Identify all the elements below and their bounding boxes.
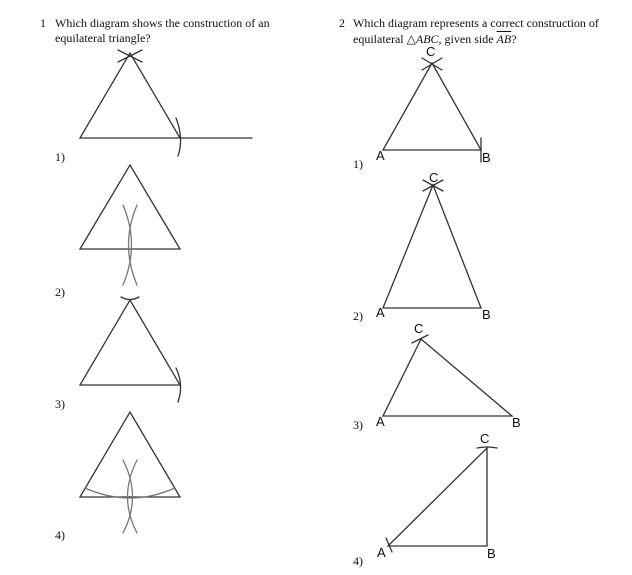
q1-choice-4-label: 4) [55,528,65,542]
q2-d1-label-b: B [482,150,491,165]
q2-d1-label-a: A [376,148,385,163]
q1-line2: equilateral triangle? [55,31,151,45]
q2-diagram-3 [383,335,512,416]
q2-diagram-1 [383,58,481,162]
q1-d1-arc [176,118,181,156]
q2-d1-triangle [383,63,481,150]
q1-choice-1-label: 1) [55,150,65,164]
triangle-symbol: △ [406,32,416,46]
q2-d2-label-b: B [482,307,491,322]
q2-d3-triangle [383,339,512,416]
q2-d4-tick-a [386,538,392,552]
q1-number: 1 [40,16,46,30]
q2-choice-4-label: 4) [353,554,363,568]
q2-d4-label-a: A [377,545,386,560]
q2-choice-3-label: 3) [353,418,363,432]
q2-number: 2 [339,16,345,30]
q2-d4-label-b: B [487,546,496,561]
q2-choice-1-label: 1) [353,157,363,171]
q1-line1: Which diagram shows the construction of an [55,16,270,30]
q2-d2-triangle [383,185,481,308]
q1-d2-triangle [80,165,180,249]
q2-line1: Which diagram represents a correct construction of [353,16,599,30]
q1-diagram-1 [80,50,252,156]
q2-line2-mid: , given side [438,32,497,46]
side-name: $\overline{AB}$ [496,32,512,46]
q2-d3-label-a: A [376,414,385,429]
q1-d4-triangle [80,412,180,497]
q1-diagram-4 [80,412,180,533]
q2-d3-label-b: B [512,415,521,430]
q2-d1-label-c: C [426,44,436,59]
q2-choice-2-label: 2) [353,309,363,323]
q1-d1-triangle [80,53,180,138]
q1-d3-arc-top [121,297,139,300]
q1-choice-2-label: 2) [55,285,65,299]
q1-d2-arc-right [123,205,132,285]
q2-d4-label-c: C [480,431,490,446]
q2-diagram-4 [386,447,497,552]
q1-diagram-2 [80,165,180,285]
q1-choice-3-label: 3) [55,397,65,411]
q2-line2-pre: equilateral [353,32,407,46]
q2-d4-triangle [388,448,487,546]
triangle-name: ABC [415,32,439,46]
q2-line2-end: ? [511,32,517,46]
q2-d3-label-c: C [414,321,424,336]
q1-d3-triangle [80,300,180,385]
q1-d2-arc-left [129,205,138,285]
q2-d2-label-c: C [429,170,439,185]
q1-diagram-3 [80,297,181,402]
q2-diagram-2 [383,180,481,308]
q2-d2-label-a: A [376,305,385,320]
